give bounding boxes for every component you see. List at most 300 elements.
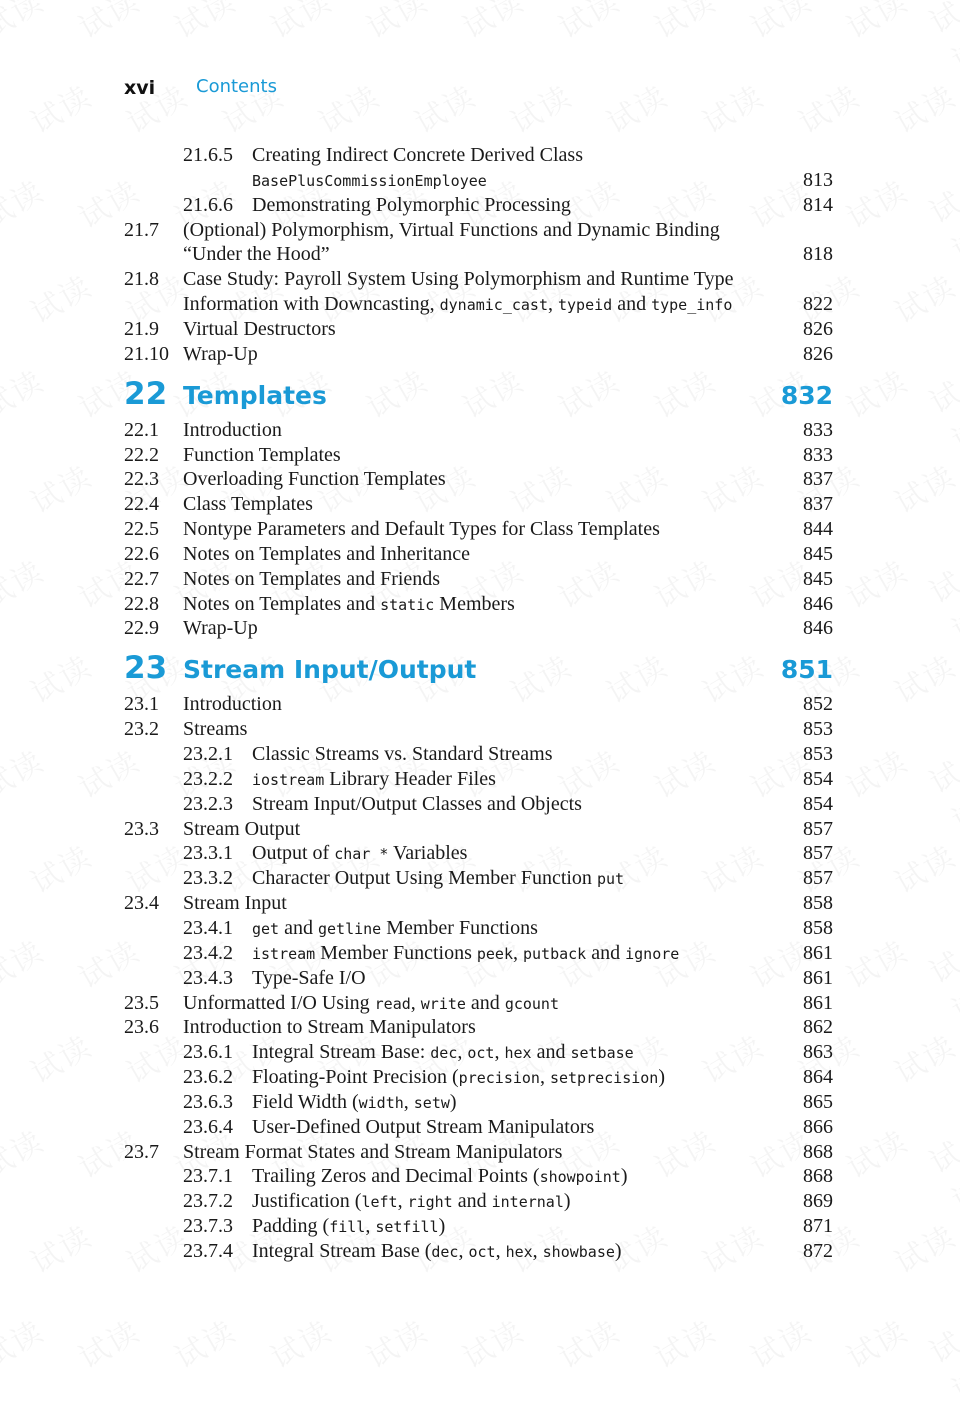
chapter-heading bbox=[124, 376, 833, 416]
watermark-text bbox=[885, 642, 960, 712]
page-ref: 822 bbox=[803, 293, 833, 316]
toc-entry bbox=[124, 567, 833, 592]
code-term: ignore bbox=[625, 944, 680, 963]
section-title bbox=[252, 193, 571, 218]
section-title bbox=[183, 891, 287, 916]
chapter-page: 832 bbox=[780, 380, 833, 410]
code-term: setfill bbox=[375, 1218, 439, 1237]
title-text: Information with Downcasting, bbox=[183, 293, 440, 316]
section-title bbox=[252, 1189, 571, 1215]
page-ref: 846 bbox=[803, 592, 833, 615]
page-ref: 814 bbox=[803, 193, 833, 216]
section-number: 23.6 bbox=[124, 1016, 159, 1039]
page-ref: 833 bbox=[803, 443, 833, 466]
watermark-text bbox=[920, 178, 960, 270]
section-title bbox=[183, 342, 258, 367]
toc-entry bbox=[124, 817, 833, 842]
code-term: typeid bbox=[558, 296, 613, 315]
chapter-number: 22 bbox=[124, 375, 168, 412]
page-ref: 871 bbox=[803, 1215, 833, 1238]
watermark-text bbox=[885, 1212, 960, 1282]
toc-entry bbox=[124, 1090, 833, 1115]
page-ref: 869 bbox=[803, 1190, 833, 1213]
page-ref: 845 bbox=[803, 567, 833, 590]
title-text: Trailing Zeros and Decimal Points ( bbox=[252, 1165, 540, 1188]
toc-entry bbox=[124, 742, 833, 767]
toc-entry bbox=[124, 616, 833, 641]
watermark-text bbox=[837, 357, 914, 427]
section-number: 23.3.2 bbox=[183, 867, 233, 890]
title-text: Output of bbox=[252, 842, 335, 865]
section-number: 23.7.3 bbox=[183, 1215, 233, 1238]
title-text: Function Templates bbox=[183, 443, 341, 466]
title-text: Integral Stream Base: bbox=[252, 1041, 431, 1064]
section-title bbox=[252, 1065, 665, 1091]
section-number: 23.3.1 bbox=[183, 842, 233, 865]
watermark-text bbox=[0, 1117, 51, 1187]
section-number: 22.2 bbox=[124, 443, 159, 466]
section-title bbox=[252, 916, 538, 942]
section-number: 23.7.1 bbox=[183, 1165, 233, 1188]
title-text: , bbox=[410, 991, 421, 1014]
watermark-text bbox=[837, 1117, 914, 1187]
title-text: Member Functions bbox=[381, 916, 538, 939]
section-number: 22.4 bbox=[124, 493, 159, 516]
section-number: 21.8 bbox=[124, 268, 159, 291]
title-text: Character Output Using Member Function bbox=[252, 867, 597, 890]
toc-entry bbox=[124, 1065, 833, 1090]
title-text: Members bbox=[434, 592, 515, 615]
toc-entry bbox=[124, 1115, 833, 1140]
section-number: 23.4.2 bbox=[183, 941, 233, 964]
page-ref: 861 bbox=[803, 991, 833, 1014]
section-title bbox=[183, 1015, 476, 1040]
watermark-text bbox=[837, 1307, 914, 1377]
section-title bbox=[183, 616, 258, 641]
toc-entry bbox=[124, 342, 833, 367]
code-term: get bbox=[252, 919, 280, 938]
title-text: Stream Format States and Stream Manipulators bbox=[183, 1140, 563, 1163]
page-ref: 818 bbox=[803, 243, 833, 266]
section-title bbox=[183, 542, 470, 567]
code-term: dynamic_cast bbox=[439, 296, 548, 315]
title-text: Member Functions bbox=[315, 941, 477, 964]
watermark-text bbox=[885, 262, 960, 332]
title-text: and bbox=[531, 1041, 571, 1064]
section-title bbox=[252, 792, 582, 817]
title-text: Field Width ( bbox=[252, 1090, 359, 1113]
code-term: showpoint bbox=[539, 1168, 621, 1187]
section-number: 22.1 bbox=[124, 418, 159, 441]
page-ref: 854 bbox=[803, 767, 833, 790]
section-number: 23.2.1 bbox=[183, 743, 233, 765]
section-number: 23.6.1 bbox=[183, 1041, 233, 1064]
code-term: iostream bbox=[252, 770, 325, 789]
title-text: Demonstrating Polymorphic Processing bbox=[252, 193, 571, 216]
title-text: and bbox=[279, 916, 318, 939]
section-title bbox=[252, 168, 487, 194]
section-title bbox=[183, 317, 336, 342]
section-number: 22.7 bbox=[124, 567, 159, 590]
code-term: oct bbox=[468, 1243, 496, 1261]
chapter-heading bbox=[124, 650, 833, 690]
section-number: 22.5 bbox=[124, 518, 159, 541]
code-term: dec bbox=[430, 1044, 458, 1063]
page-ref: 865 bbox=[803, 1090, 833, 1113]
watermark-text bbox=[21, 72, 98, 142]
code-term: setw bbox=[413, 1093, 450, 1112]
code-term: setprecision bbox=[549, 1069, 659, 1088]
page-ref: 861 bbox=[803, 941, 833, 964]
title-text: “Under the Hood” bbox=[183, 243, 330, 266]
code-term: hex bbox=[504, 1044, 532, 1063]
title-text: , bbox=[458, 1240, 469, 1262]
watermark-text bbox=[549, 1307, 626, 1377]
section-number: 23.1 bbox=[124, 693, 159, 716]
section-title bbox=[252, 966, 366, 991]
title-text: Wrap-Up bbox=[183, 617, 258, 640]
watermark-text bbox=[885, 72, 960, 142]
section-title bbox=[252, 1115, 594, 1140]
section-number: 23.3 bbox=[124, 817, 159, 840]
section-title bbox=[252, 866, 624, 892]
section-number: 23.7.4 bbox=[183, 1240, 233, 1262]
title-text: Padding ( bbox=[252, 1215, 330, 1238]
code-term: right bbox=[407, 1193, 453, 1212]
title-text: ) bbox=[614, 1240, 622, 1262]
code-term: left bbox=[361, 1193, 398, 1212]
page-ref: 854 bbox=[803, 792, 833, 815]
toc-entry bbox=[124, 193, 833, 218]
title-text: , bbox=[548, 293, 558, 316]
code-term: char * bbox=[334, 845, 389, 864]
title-text: Integral Stream Base ( bbox=[252, 1240, 432, 1262]
section-number: 21.9 bbox=[124, 317, 159, 340]
page-ref: 868 bbox=[803, 1140, 833, 1163]
toc-entry bbox=[124, 492, 833, 517]
section-number: 23.6.2 bbox=[183, 1066, 233, 1089]
title-text: , bbox=[397, 1190, 408, 1213]
code-term: istream bbox=[252, 944, 316, 963]
section-number: 23.2.3 bbox=[183, 792, 233, 815]
code-term: gcount bbox=[504, 994, 559, 1013]
title-text: and bbox=[586, 941, 626, 964]
section-title bbox=[252, 143, 583, 168]
section-number: 22.3 bbox=[124, 468, 159, 491]
page-ref: 845 bbox=[803, 542, 833, 565]
title-text: Case Study: Payroll System Using Polymorphism and Runtime Type bbox=[183, 268, 734, 291]
page-ref: 853 bbox=[803, 743, 833, 765]
watermark-text bbox=[920, 748, 960, 840]
section-title bbox=[252, 841, 467, 867]
title-text: ) bbox=[620, 1165, 628, 1188]
toc-entry bbox=[124, 1140, 833, 1165]
watermark-text bbox=[21, 452, 98, 522]
running-title: Contents bbox=[196, 76, 277, 97]
page-ref: 858 bbox=[803, 916, 833, 939]
title-text: , bbox=[495, 1240, 506, 1262]
watermark-text bbox=[165, 1307, 242, 1377]
page-ref: 864 bbox=[803, 1066, 833, 1089]
chapter-page: 851 bbox=[780, 655, 833, 685]
watermark-text bbox=[501, 72, 578, 142]
title-text: , bbox=[494, 1041, 505, 1064]
title-text: , bbox=[403, 1090, 414, 1113]
section-title bbox=[183, 242, 330, 267]
toc-entry bbox=[124, 1239, 833, 1264]
watermark-text bbox=[357, 0, 434, 47]
watermark-text bbox=[920, 1318, 960, 1410]
section-title bbox=[252, 1090, 457, 1116]
toc-entry bbox=[124, 692, 833, 717]
page-ref: 861 bbox=[803, 966, 833, 989]
toc-entry bbox=[124, 891, 833, 916]
watermark-text bbox=[885, 452, 960, 522]
section-number: 22.6 bbox=[124, 542, 159, 565]
watermark-text bbox=[837, 0, 914, 47]
section-title bbox=[183, 717, 247, 742]
title-text: and bbox=[612, 293, 652, 316]
toc-entry bbox=[124, 991, 833, 1016]
title-text: Notes on Templates and bbox=[183, 592, 381, 615]
chapter-title: Templates bbox=[183, 380, 327, 410]
watermark-text bbox=[549, 0, 626, 47]
title-text: ) bbox=[563, 1190, 571, 1213]
title-text: Virtual Destructors bbox=[183, 317, 336, 340]
section-number: 21.7 bbox=[124, 218, 159, 241]
watermark-text bbox=[309, 72, 386, 142]
section-title bbox=[183, 991, 559, 1017]
title-text: Stream Output bbox=[183, 817, 301, 840]
watermark-text bbox=[920, 938, 960, 1030]
toc-entry bbox=[124, 418, 833, 443]
title-text: , bbox=[539, 1066, 550, 1089]
section-number: 23.4.1 bbox=[183, 916, 233, 939]
title-text: User-Defined Output Stream Manipulators bbox=[252, 1115, 595, 1138]
toc-entry bbox=[124, 443, 833, 468]
section-title bbox=[183, 467, 446, 492]
title-text: Type-Safe I/O bbox=[252, 966, 366, 989]
watermark-text bbox=[645, 0, 722, 47]
toc-entry bbox=[124, 792, 833, 817]
code-term: put bbox=[596, 870, 625, 889]
toc-entry bbox=[124, 1015, 833, 1040]
page-ref: 844 bbox=[803, 518, 833, 541]
watermark-text bbox=[920, 558, 960, 650]
chapter-number: 23 bbox=[124, 650, 168, 687]
title-text: , bbox=[532, 1240, 543, 1262]
section-title bbox=[252, 742, 553, 767]
section-number: 22.9 bbox=[124, 617, 159, 640]
title-text: Variables bbox=[388, 842, 468, 865]
page-ref: 872 bbox=[803, 1240, 833, 1262]
section-title bbox=[183, 517, 660, 542]
watermark-text bbox=[165, 0, 242, 47]
page-ref: 857 bbox=[803, 817, 833, 840]
watermark-text bbox=[741, 1307, 818, 1377]
toc-entry bbox=[124, 1040, 833, 1065]
watermark-text bbox=[21, 832, 98, 902]
section-number: 23.4 bbox=[124, 892, 159, 915]
section-number: 23.6.3 bbox=[183, 1090, 233, 1113]
code-term: BasePlusCommissionEmployee bbox=[252, 171, 487, 190]
page-ref: 852 bbox=[803, 693, 833, 716]
watermark-text bbox=[21, 642, 98, 712]
section-title bbox=[183, 592, 515, 618]
watermark-text bbox=[21, 1022, 98, 1092]
title-text: Library Header Files bbox=[324, 767, 496, 790]
toc-entry bbox=[124, 542, 833, 567]
title-text: ) bbox=[438, 1215, 446, 1238]
page-ref: 857 bbox=[803, 867, 833, 890]
watermark-text bbox=[0, 927, 51, 997]
toc-entry bbox=[124, 467, 833, 492]
title-text: Class Templates bbox=[183, 493, 313, 516]
code-term: fill bbox=[329, 1218, 366, 1237]
watermark-text bbox=[69, 0, 146, 47]
watermark-text bbox=[0, 167, 51, 237]
watermark-text bbox=[357, 1307, 434, 1377]
section-number: 21.10 bbox=[124, 342, 169, 365]
watermark-text bbox=[0, 1307, 51, 1377]
watermark-text bbox=[261, 0, 338, 47]
toc-entry bbox=[124, 841, 833, 866]
code-term: getline bbox=[317, 919, 382, 938]
title-text: ) bbox=[449, 1090, 457, 1113]
code-term: width bbox=[358, 1093, 404, 1112]
section-number: 23.6.4 bbox=[183, 1115, 233, 1138]
watermark-text bbox=[261, 1307, 338, 1377]
toc-entry bbox=[124, 941, 833, 966]
code-term: static bbox=[380, 595, 435, 614]
toc-entry bbox=[124, 517, 833, 542]
title-text: , bbox=[365, 1215, 376, 1238]
watermark-text bbox=[405, 72, 482, 142]
section-number: 23.7 bbox=[124, 1140, 159, 1163]
section-number: 23.2 bbox=[124, 718, 159, 741]
section-title bbox=[183, 1140, 562, 1165]
section-number: 23.2.2 bbox=[183, 767, 233, 790]
section-number: 23.5 bbox=[124, 991, 159, 1014]
title-text: Stream Input bbox=[183, 892, 287, 915]
watermark-text bbox=[0, 0, 51, 47]
section-number: 22.8 bbox=[124, 592, 159, 615]
watermark-text bbox=[837, 547, 914, 617]
title-text: Notes on Templates and Inheritance bbox=[183, 542, 471, 565]
title-text: Nontype Parameters and Default Types for Class Templates bbox=[183, 518, 660, 541]
toc-entry bbox=[124, 916, 833, 941]
title-text: and bbox=[452, 1190, 492, 1213]
title-text: Notes on Templates and Friends bbox=[183, 567, 441, 590]
page-ref: 853 bbox=[803, 718, 833, 741]
section-title bbox=[183, 292, 732, 318]
watermark-text bbox=[453, 0, 530, 47]
toc-entry bbox=[124, 1189, 833, 1214]
toc-entry bbox=[124, 168, 833, 193]
section-number: 21.6.6 bbox=[183, 193, 233, 216]
watermark-text bbox=[837, 167, 914, 237]
toc-entry bbox=[124, 292, 833, 317]
toc-entry bbox=[124, 242, 833, 267]
watermark-text bbox=[885, 832, 960, 902]
code-term: hex bbox=[505, 1243, 533, 1261]
watermark-text bbox=[920, 0, 960, 80]
code-term: precision bbox=[458, 1069, 540, 1088]
toc-entry bbox=[124, 267, 833, 292]
section-title bbox=[183, 492, 313, 517]
code-term: peek bbox=[476, 944, 513, 963]
section-title bbox=[252, 941, 679, 967]
watermark-text bbox=[0, 737, 51, 807]
watermark-text bbox=[741, 0, 818, 47]
code-term: type_info bbox=[651, 296, 733, 315]
section-title bbox=[183, 267, 733, 292]
toc-entry bbox=[124, 1214, 833, 1239]
watermark-text bbox=[693, 72, 770, 142]
page-ref: 863 bbox=[803, 1041, 833, 1064]
section-title bbox=[183, 418, 282, 443]
section-title bbox=[183, 567, 440, 592]
watermark-text bbox=[453, 1307, 530, 1377]
title-text: ) bbox=[658, 1066, 665, 1089]
title-text: Classic Streams vs. Standard Streams bbox=[252, 743, 553, 765]
page-ref: 866 bbox=[803, 1115, 833, 1138]
watermark-text bbox=[21, 1212, 98, 1282]
page-number: xvi bbox=[124, 77, 156, 99]
page-ref: 846 bbox=[803, 617, 833, 640]
toc-entry bbox=[124, 1164, 833, 1189]
page-ref: 833 bbox=[803, 418, 833, 441]
title-text: Justification ( bbox=[252, 1190, 362, 1213]
section-number: 23.4.3 bbox=[183, 966, 233, 989]
watermark-text bbox=[789, 72, 866, 142]
code-term: setbase bbox=[570, 1044, 634, 1063]
title-text: Overloading Function Templates bbox=[183, 468, 446, 491]
page-ref: 813 bbox=[803, 168, 833, 191]
section-title bbox=[252, 1164, 628, 1190]
section-title bbox=[183, 218, 720, 243]
watermark-text bbox=[597, 72, 674, 142]
section-number: 21.6.5 bbox=[183, 144, 233, 166]
code-term: showbase bbox=[542, 1243, 615, 1261]
watermark-text bbox=[885, 1022, 960, 1092]
title-text: and bbox=[465, 991, 505, 1014]
title-text: Introduction bbox=[183, 693, 282, 716]
watermark-text bbox=[645, 1307, 722, 1377]
section-title bbox=[183, 443, 341, 468]
watermark-text bbox=[920, 1128, 960, 1220]
code-term: dec bbox=[431, 1243, 459, 1261]
title-text: Introduction bbox=[183, 418, 282, 441]
section-number: 23.7.2 bbox=[183, 1190, 233, 1213]
code-term: read bbox=[374, 994, 411, 1013]
section-title bbox=[252, 1040, 634, 1066]
toc-entry bbox=[124, 767, 833, 792]
page-ref: 826 bbox=[803, 317, 833, 340]
page-ref: 862 bbox=[803, 1016, 833, 1039]
toc-entry bbox=[124, 717, 833, 742]
toc-entry bbox=[124, 966, 833, 991]
chapter-title: Stream Input/Output bbox=[183, 655, 477, 685]
title-text: Creating Indirect Concrete Derived Class bbox=[252, 144, 583, 166]
section-title bbox=[252, 1214, 445, 1240]
watermark-text bbox=[837, 737, 914, 807]
title-text: (Optional) Polymorphism, Virtual Functions and Dynamic Binding bbox=[183, 218, 720, 241]
section-title bbox=[252, 1239, 622, 1265]
title-text: Unformatted I/O Using bbox=[183, 991, 375, 1014]
section-title bbox=[252, 767, 496, 793]
watermark-text bbox=[0, 357, 51, 427]
